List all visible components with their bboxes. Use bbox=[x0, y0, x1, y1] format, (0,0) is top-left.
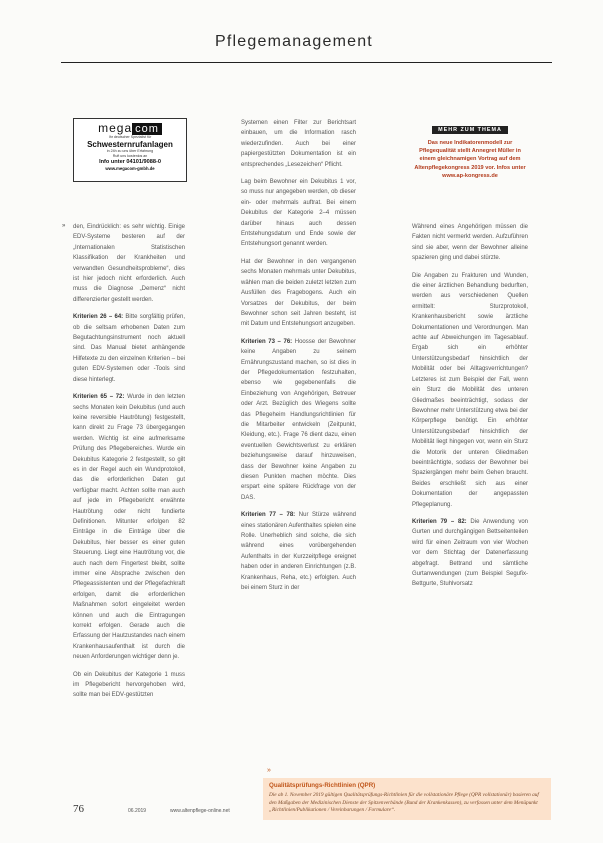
more-on-topic-tag: MEHR ZUM THEMA bbox=[432, 126, 508, 134]
paragraph: Kriterien 79 – 82: Die Anwendung von Gurten und durchgängigen Bettseitenteilen wird für einen Zeitraum von vier Wochen vor dem Stichtag der Datenerfassung abgefragt. Bettrand und sämtliche Gurtanwendungen (zum Beispiel Segufix-Bettgurte, Stuhlvorsatz bbox=[412, 518, 528, 588]
text-column-1 bbox=[73, 222, 185, 708]
more-on-topic-box bbox=[412, 118, 528, 180]
paragraph: Die Angaben zu Frakturen und Wunden, die einer ärztlichen Behandlung bedurften, werden aus verschiedenen Quellen ermittelt: Sturzprotokoll, Krankenhausbericht sowie ärztliche Dokumentationen und Verordnungen. Man achte auf Abweichungen im Tagesablauf. Ergab sich ein erhöhter Unterstützungsbedarf hinsichtlich der Mobilität oder bei Alltagsverrichtungen? Letzteres ist zum Beispiel der Fall, wenn ein Sturz die Mobilität des unteren Gliedmaßes beeinträchtigt, sodass der Bewohner mehr Unterstützung etwa bei der Körperpflege benötigt. Ein erhöhter Unterstützungsbedarf hinsichtlich der Mobilität liegt hingegen vor, wenn ein Sturz die Motorik der unteren Gliedmaßen beeinträchtigte, sodass der Bewohner bei Spaziergängen mehr beim Gehen braucht. Beides erschließt sich aus einer Dokumentation der angepassten Pflegeplanung. bbox=[412, 272, 528, 508]
criteria-heading: Kriterien 73 – 76: bbox=[241, 338, 293, 345]
ad-tagline: Ihr deutscher Spezialist für bbox=[108, 135, 152, 139]
footer-website[interactable]: www.altenpflege-online.net bbox=[170, 808, 230, 814]
text-column-3 bbox=[412, 222, 528, 597]
text-column-2 bbox=[241, 118, 356, 600]
more-on-topic-text: Das neue Indikatorenmodell zur Pflegequalität stellt Annegret Müller in einem gleichnamigen Vortrag auf dem Altenpflegekongress 2019 vor. Infos unter www.ap-kongress.de bbox=[414, 140, 526, 179]
issue-date: 06.2019 bbox=[128, 808, 147, 814]
paragraph: Hat der Bewohner in den vergangenen sechs Monaten mehrmals unter Dekubitus, wählen man die beiden zuletzt letzten zum Ausfüllen des Fragebogens. Auch ein Vorsatzes der Dekubitus, der beim Bewohner schon seit Jahren besteht, ist mit Datum und Entstehungsort anzugeben. bbox=[241, 258, 356, 328]
continuation-marker: » bbox=[62, 223, 66, 229]
criteria-heading: Kriterien 79 – 82: bbox=[412, 518, 467, 525]
criteria-heading: Kriterien 77 – 78: bbox=[241, 512, 296, 519]
paragraph: Kriterien 65 – 72: Wurde in den letzten sechs Monaten kein Dekubitus (und auch keine reversible Hautrötung) festgestellt, kann direkt zu Frage 73 übergegangen werden. Wichtig ist eine aufmerksame Prüfung des Pflegebereiches. Wurde ein Dekubitus Kategorie 2 festgestellt, so gilt es in der Regel auch ein Wundprotokoll, das die erforderlichen Daten gut verfügbar macht. Achten sollte man auch auf jede im Pflegebericht erwähnte Hautrötung oder nicht fundierte Definitionen. Mitunter erfolgen 82 Einträge in die Einträge über die Dekubitus, hier besser es einer guten Steuerung. Liegt eine Hautrötung vor, die auch nach dem Fingertest bleibt, sollte immer eine Absprache zwischen den Pflegeassistenten und der Pflegefachkraft erfolgen, damit die erforderlichen Maßnahmen sofort eingeleitet werden können und auch die Eintragungen korrekt erfolgen. Gerade auch die Erfassung der Hautzustandes nach einem Krankenhausaufenthalt ist durch die neuen Anforderungen wichtiger denn je. bbox=[73, 394, 186, 661]
ad-website[interactable]: www.megacom-gmbh.de bbox=[105, 166, 155, 171]
ad-phone: Info unter 04101/9088-0 bbox=[99, 159, 161, 165]
paragraph: Systemen einen Filter zur Berichtsart einbauen, um die Information rasch wiederzufinden. Auch bei einer papiergestützten Dokumentation ist ein entsprechendes „Lesezeichen“ Pflicht. bbox=[241, 120, 356, 168]
quality-guidelines-text: Die ab 1. November 2019 gültigen Qualitätsprüfungs-Richtlinien für die vollstationäre Pflege (QPR vollstationär) basieren auf den Maßgaben der Medizinischen Dienste der Spitzenverbände (Bund der Krankenkassen), zu verfassen unter dem Menüpunkt „Richtlinien/Publikationen / Vereinbarungen / Formulare“. bbox=[269, 792, 539, 814]
page-number: 76 bbox=[73, 803, 84, 815]
ad-subline: in 24h zu uns über Erfahrung bbox=[106, 149, 154, 153]
paragraph: Kriterien 26 – 64: Bitte sorgfältig prüfen, ob die seltsam erhobenen Daten zum Begutachtungsinstrument noch aktuell sind. Das Manual bietet anhängende Hilfetexte zu den einzelnen Kriterien – bei guten EDV-Systemen oder -Tools sind diese hinterlegt. bbox=[73, 314, 185, 383]
ad-headline: Schwesternrufanlagen bbox=[87, 140, 173, 149]
paragraph: Während eines Angehörigen müssen die Fakten nicht vermerkt werden. Aufzuführen sind sie aber, wenn der Bewohner alleine spazieren ging und dabei stürzte. bbox=[412, 224, 528, 262]
header-rule bbox=[61, 62, 552, 63]
paragraph: Kriterien 73 – 76: Hoosse der Bewohner keine Angaben zu seinem Ernährungszustand machen, so ist dies in der Pflegedokumentation festzuhalten, ebenso wie gegebenenfalls die Einbeziehung von Angehörigen, Betreuer oder Arzt. Bezüglich des Wiegens sollte das Pflegeheim Handlungsrichtlinien für die Mitarbeiter entwickeln (Zeitpunkt, Kleidung, etc.). Frage 76 dient dazu, einen eventuellen Gewichtsverlust zu erklären beziehungsweise darauf hinzuweisen, dass der Bewohner keine Angaben zu diesen Punkten machen möchte. Dies erspart eine spätere Rückfrage von der DAS. bbox=[241, 338, 356, 501]
criteria-heading: Kriterien 65 – 72: bbox=[73, 394, 125, 401]
paragraph: Kriterien 77 – 78: Nur Stürze während eines stationären Aufenthaltes spielen eine Rolle. Unerheblich sind solche, die sich während eines vorübergehenden Aufenthalts in der Kurzzeitpflege ereignet haben oder in anderen Einrichtungen (z.B. Krankenhaus, Reha, etc.) erfolgten. Auch bei einem Sturz in der bbox=[241, 512, 357, 592]
ad-subline-2: Ruft uns kostenlos an bbox=[112, 154, 148, 158]
box-marker-icon: » bbox=[267, 767, 271, 774]
criteria-heading: Kriterien 26 – 64: bbox=[73, 314, 124, 321]
paragraph: Ob ein Dekubitus der Kategorie 1 muss im Pflegebericht hervorgehoben wird, sollte man bei EDV-gestützten bbox=[73, 671, 185, 699]
section-title: Pflegemanagement bbox=[215, 33, 373, 50]
paragraph: den, Eindrücklich: es sehr wichtig. Einige EDV-Systeme besteren auf der „Internationalen Statistischen Klassifikation der Krankheiten und verwandten Gesundheitsprobleme“, dies ist hier jedoch nicht erforderlich. Auch muss die Diagnose „Demenz“ nicht differenzierter gestellt werden. bbox=[73, 224, 185, 303]
megacom-advertisement[interactable] bbox=[73, 118, 187, 182]
megacom-logo: mega com bbox=[74, 121, 186, 135]
paragraph: Lag beim Bewohner ein Dekubitus 1 vor, so muss nur angegeben werden, ob dieser ein- oder mehrmals auftrat. Bei einem Dekubitus der Kategorie 2–4 müssen darüber hinaus auch dessen Entstehungsdatum und Ende sowie der Entstehungsort genannt werden. bbox=[241, 179, 356, 248]
quality-guidelines-title: Qualitätsprüfungs-Richtlinien (QPR) bbox=[269, 782, 376, 789]
